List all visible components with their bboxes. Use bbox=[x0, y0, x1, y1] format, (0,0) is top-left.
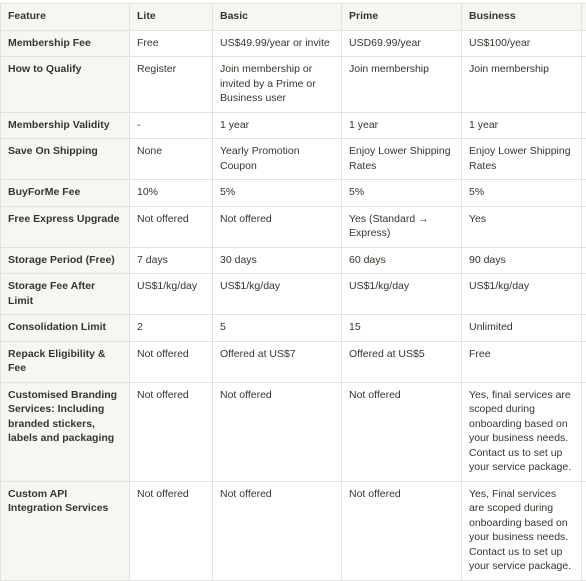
row-label: Custom API Integration Services bbox=[1, 481, 130, 580]
cell-lite: Not offered bbox=[130, 341, 213, 382]
cell-basic: Offered at US$7 bbox=[213, 341, 342, 382]
cell-extra bbox=[582, 206, 586, 247]
cell-prime: Not offered bbox=[342, 382, 462, 481]
cell-business: US$100/year bbox=[462, 30, 582, 57]
cell-extra bbox=[582, 481, 586, 580]
cell-business: Enjoy Lower Shipping Rates bbox=[462, 139, 582, 180]
cell-business: Free bbox=[462, 341, 582, 382]
cell-basic: Not offered bbox=[213, 382, 342, 481]
cell-prime: USD69.99/year bbox=[342, 30, 462, 57]
table-row bbox=[1, 180, 586, 207]
header-feature: Feature bbox=[1, 4, 130, 31]
row-label: Membership Validity bbox=[1, 112, 130, 139]
cell-lite: Not offered bbox=[130, 481, 213, 580]
row-label: Free Express Upgrade bbox=[1, 206, 130, 247]
header-lite: Lite bbox=[130, 4, 213, 31]
table-row bbox=[1, 112, 586, 139]
table-row bbox=[1, 57, 586, 113]
table-row bbox=[1, 315, 586, 342]
cell-prime: 1 year bbox=[342, 112, 462, 139]
row-label: Save On Shipping bbox=[1, 139, 130, 180]
cell-extra bbox=[582, 315, 586, 342]
cell-lite: Free bbox=[130, 30, 213, 57]
table-row bbox=[1, 139, 586, 180]
table-row bbox=[1, 341, 586, 382]
cell-extra bbox=[582, 382, 586, 481]
cell-lite: US$1/kg/day bbox=[130, 274, 213, 315]
cell-basic: 5% bbox=[213, 180, 342, 207]
cell-business: Join membership bbox=[462, 57, 582, 113]
cell-extra bbox=[582, 247, 586, 274]
cell-lite: Not offered bbox=[130, 382, 213, 481]
cell-lite: None bbox=[130, 139, 213, 180]
cell-business: 90 days bbox=[462, 247, 582, 274]
cell-prime: Join membership bbox=[342, 57, 462, 113]
row-label: Storage Fee After Limit bbox=[1, 274, 130, 315]
cell-prime: Yes (Standard → Express) bbox=[342, 206, 462, 247]
cell-extra bbox=[582, 341, 586, 382]
cell-extra bbox=[582, 274, 586, 315]
cell-prime: 15 bbox=[342, 315, 462, 342]
row-label: Storage Period (Free) bbox=[1, 247, 130, 274]
cell-lite: 7 days bbox=[130, 247, 213, 274]
cell-lite: Register bbox=[130, 57, 213, 113]
cell-prime: Enjoy Lower Shipping Rates bbox=[342, 139, 462, 180]
cell-basic: 1 year bbox=[213, 112, 342, 139]
cell-basic: 30 days bbox=[213, 247, 342, 274]
cell-lite: 10% bbox=[130, 180, 213, 207]
row-label: Membership Fee bbox=[1, 30, 130, 57]
row-label: How to Qualify bbox=[1, 57, 130, 113]
cell-business: US$1/kg/day bbox=[462, 274, 582, 315]
cell-lite: - bbox=[130, 112, 213, 139]
cell-prime: Offered at US$5 bbox=[342, 341, 462, 382]
cell-basic: US$49.99/year or invite bbox=[213, 30, 342, 57]
cell-extra bbox=[582, 180, 586, 207]
cell-business: Yes, final services are scoped during onboarding based on your business needs. Contact us to set up your service package. bbox=[462, 382, 582, 481]
header-prime: Prime bbox=[342, 4, 462, 31]
header-basic: Basic bbox=[213, 4, 342, 31]
table-row bbox=[1, 274, 586, 315]
cell-business: 5% bbox=[462, 180, 582, 207]
header-extra-column bbox=[582, 4, 586, 31]
cell-business: Yes bbox=[462, 206, 582, 247]
cell-business: Unlimited bbox=[462, 315, 582, 342]
cell-basic: Not offered bbox=[213, 481, 342, 580]
cell-lite: Not offered bbox=[130, 206, 213, 247]
cell-extra bbox=[582, 139, 586, 180]
row-label: Repack Eligibility & Fee bbox=[1, 341, 130, 382]
table-row bbox=[1, 206, 586, 247]
cell-basic: 5 bbox=[213, 315, 342, 342]
pricing-comparison-table-container bbox=[0, 3, 586, 581]
row-label: BuyForMe Fee bbox=[1, 180, 130, 207]
cell-prime: US$1/kg/day bbox=[342, 274, 462, 315]
cell-extra bbox=[582, 57, 586, 113]
membership-comparison-table bbox=[0, 3, 586, 581]
table-row bbox=[1, 247, 586, 274]
cell-prime: Not offered bbox=[342, 481, 462, 580]
cell-basic: Not offered bbox=[213, 206, 342, 247]
cell-business: 1 year bbox=[462, 112, 582, 139]
header-business: Business bbox=[462, 4, 582, 31]
table-header-row bbox=[1, 4, 586, 31]
cell-basic: Yearly Promotion Coupon bbox=[213, 139, 342, 180]
cell-extra bbox=[582, 112, 586, 139]
row-label: Consolidation Limit bbox=[1, 315, 130, 342]
cell-business: Yes, Final services are scoped during onboarding based on your business needs. Contact us to set up your service package. bbox=[462, 481, 582, 580]
cell-extra bbox=[582, 30, 586, 57]
cell-prime: 5% bbox=[342, 180, 462, 207]
cell-basic: Join membership or invited by a Prime or Business user bbox=[213, 57, 342, 113]
table-row bbox=[1, 30, 586, 57]
cell-lite: 2 bbox=[130, 315, 213, 342]
row-label: Customised Branding Services: Including branded stickers, labels and packaging bbox=[1, 382, 130, 481]
table-row bbox=[1, 382, 586, 481]
cell-basic: US$1/kg/day bbox=[213, 274, 342, 315]
cell-prime: 60 days bbox=[342, 247, 462, 274]
table-row bbox=[1, 481, 586, 580]
